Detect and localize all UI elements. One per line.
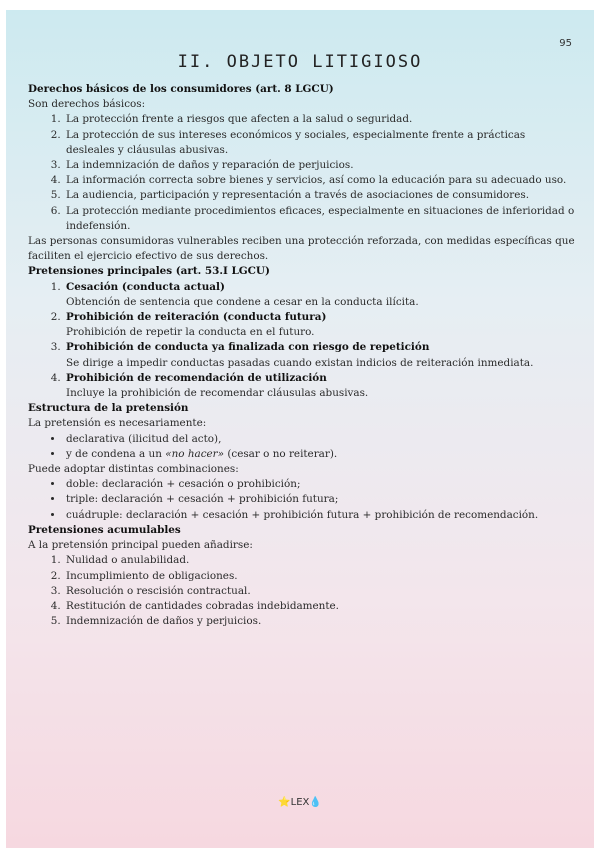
list-item: 3. La indemnización de daños y reparación de perjuicios. (64, 158, 576, 173)
derechos-list (28, 112, 576, 234)
list-item: 6. La protección mediante procedimientos eficaces, especialmente en situaciones de inferioridad o indefensión. (64, 204, 576, 234)
text-part: (cesar o no reiterar). (224, 447, 338, 460)
list-item: 4. La información correcta sobre bienes y servicios, así como la educación para su adecuado uso. (64, 173, 576, 188)
item-title: 4. Prohibición de recomendación de utilización (66, 371, 327, 384)
star-icon: ⭐ (278, 797, 291, 808)
section-closing: Las personas consumidoras vulnerables reciben una protección reforzada, con medidas específicas que faciliten el ejercicio efectivo de sus derechos. (28, 235, 575, 263)
section-intro: La pretensión es necesariamente: (28, 417, 207, 430)
list-item (64, 340, 576, 370)
item-desc: Prohibición de repetir la conducta en el futuro. (66, 326, 315, 339)
list-item: • declarativa (ilicitud del acto), (64, 432, 576, 447)
list-item: • doble: declaración + cesación o prohibición; (64, 477, 576, 492)
section-intro: Puede adoptar distintas combinaciones: (28, 463, 239, 476)
section-heading-pretensiones: Pretensiones principales (art. 53.I LGCU) (28, 265, 270, 278)
list-item: 1. La protección frente a riesgos que afecten a la salud o seguridad. (64, 112, 576, 127)
list-item: • cuádruple: declaración + cesación + prohibición futura + prohibición de recomendación. (64, 508, 576, 523)
page-number: 95 (559, 38, 572, 49)
page-content (28, 82, 576, 629)
page-title: II. OBJETO LITIGIOSO (177, 52, 423, 72)
section-heading-acumulables: Pretensiones acumulables (28, 523, 181, 536)
list-item: 2. La protección de sus intereses económicos y sociales, especialmente frente a prácticas desleales y cláusulas abusivas. (64, 128, 576, 158)
list-item: 3. Resolución o rescisión contractual. (64, 584, 576, 599)
section-intro: Son derechos básicos: (28, 98, 146, 111)
list-item (64, 371, 576, 401)
text-part: y de condena a un (66, 447, 166, 460)
footer-text: LEX (290, 797, 310, 808)
item-desc: Obtención de sentencia que condene a cesar en la conducta ilícita. (66, 295, 419, 308)
item-desc: Incluye la prohibición de recomendar cláusulas abusivas. (66, 387, 369, 400)
drop-icon: 💧 (309, 797, 322, 808)
acumulables-list (28, 553, 576, 629)
section-heading-estructura: Estructura de la pretensión (28, 402, 189, 415)
pretensiones-list (28, 280, 576, 402)
list-item (64, 310, 576, 340)
list-item: • triple: declaración + cesación + prohibición futura; (64, 492, 576, 507)
combinaciones-list (28, 477, 576, 523)
item-title: 2. Prohibición de reiteración (conducta futura) (66, 311, 327, 324)
list-item: 1. Nulidad o anulabilidad. (64, 553, 576, 568)
list-item: 5. La audiencia, participación y representación a través de asociaciones de consumidores. (64, 188, 576, 203)
item-desc: Se dirige a impedir conductas pasadas cuando existan indicios de reiteración inmediata. (66, 356, 534, 369)
section-heading-derechos: Derechos básicos de los consumidores (art. 8 LGCU) (28, 83, 334, 95)
list-item: 5. Indemnización de daños y perjuicios. (64, 614, 576, 629)
list-item (64, 447, 576, 462)
list-item: 2. Incumplimiento de obligaciones. (64, 569, 576, 584)
emphasis-text: «no hacer» (165, 447, 225, 460)
section-intro: A la pretensión principal pueden añadirse: (28, 539, 253, 552)
footer-logo (6, 797, 594, 808)
list-item: 4. Restitución de cantidades cobradas indebidamente. (64, 599, 576, 614)
estructura-list (28, 432, 576, 462)
item-title: 1. Cesación (conducta actual) (66, 280, 225, 293)
document-page (6, 10, 594, 848)
list-item (64, 280, 576, 310)
item-title: 3. Prohibición de conducta ya finalizada con riesgo de repetición (66, 341, 430, 354)
